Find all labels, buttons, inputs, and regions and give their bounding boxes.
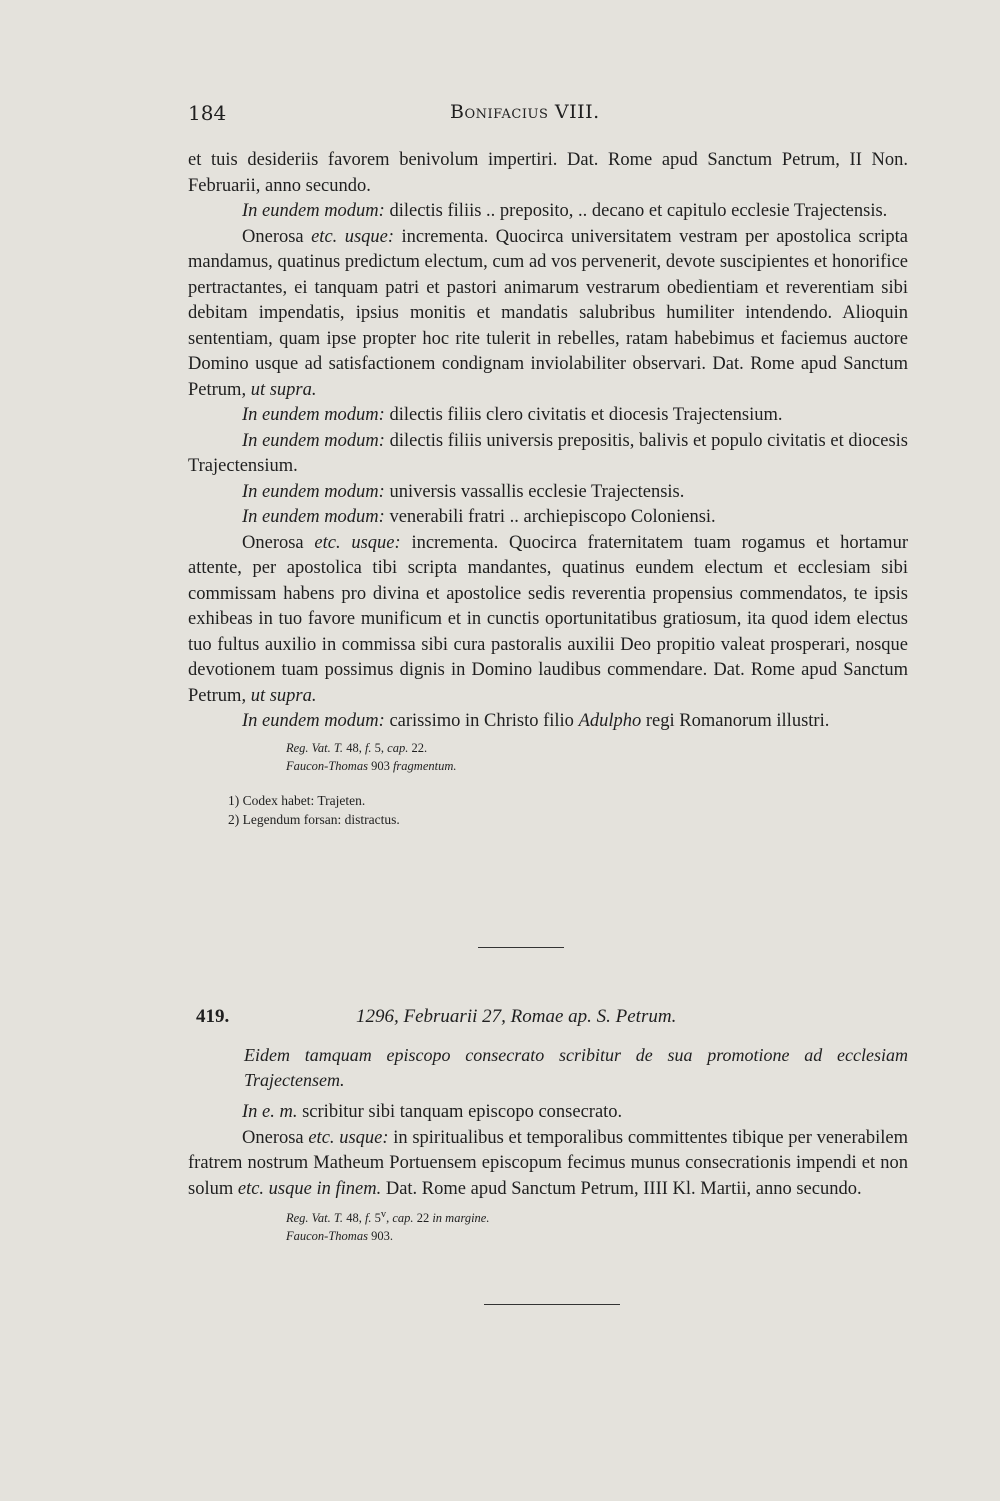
footnote: 1) Codex habet: Trajeten. xyxy=(228,792,366,808)
paragraph: Onerosa etc. usque: incrementa. Quocirca universitatem vestram per apostolica scripta mandamus, quatinus predictum electum, cum ad vos pervenerit, devote suscipientes et honorifice pertractantes, ei tanquam patri et pastori animarum vestrarum obedientiam et reverentiam sibi debitam impendatis, ipsius monitis et mandatis salubribus humiliter intendendo. Alioquin sententiam, quam ipse propter hoc rite tulerit in rebelles, ratam habebimus et faciemus auctore Domino usque ad satisfactionem condignam inviolabiliter observari. Dat. Rome apud Sanctum Petrum, ut supra. xyxy=(188,226,908,400)
footnote: 2) Legendum forsan: distractus. xyxy=(228,811,400,827)
upper-text xyxy=(188,148,908,829)
paragraph: In e. m. scribitur sibi tanquam episcopo consecrato. xyxy=(242,1102,623,1122)
divider xyxy=(478,947,564,948)
page-number: 184 xyxy=(188,101,227,125)
running-title: Bonifacius VIII. xyxy=(450,101,600,123)
paragraph: In eundem modum: universis vassallis ecclesie Trajectensis. xyxy=(242,481,685,502)
document-summary: Eidem tamquam episcopo consecrato scribitur de sua promotione ad ecclesiam Trajectensem. xyxy=(244,1045,908,1090)
paragraph: In eundem modum: carissimo in Christo filio Adulpho regi Romanorum illustri. xyxy=(242,711,830,731)
paragraph: In eundem modum: dilectis filiis .. preposito, .. decano et capitulo ecclesie Trajectensis. xyxy=(242,201,888,221)
source-citation: Reg. Vat. T. 48, f. 5, cap. 22. Faucon-Thomas 903 fragmentum. xyxy=(286,740,457,773)
lower-text xyxy=(188,1100,908,1245)
running-header xyxy=(188,101,908,131)
footnotes xyxy=(228,791,908,829)
document-number: 419. xyxy=(196,1006,230,1027)
source-citation: Reg. Vat. T. 48, f. 5$^v$, cap. 22 in margine. Faucon-Thomas 903. xyxy=(286,1209,490,1244)
paragraph: In eundem modum: venerabili fratri .. archiepiscopo Coloniensi. xyxy=(242,507,716,527)
paragraph: In eundem modum: dilectis filiis clero civitatis et diocesis Trajectensium. xyxy=(242,405,783,425)
paragraph: Onerosa etc. usque: incrementa. Quocirca fraternitatem tuam rogamus et hortamur attente, per apostolica tibi scripta mandantes, quatinus eundem electum et ecclesiam sibi commissam habens pro divina et apostolice sedis reverentia propensius commendatos, te ipsis exhibeas in tuo favore munificum et in cunctis oportunitatibus gratiosum, ita quod idem electus tuo fultus auxilio in commissa sibi cura pastoralis auxilii Deo propitio valeat prosperari, nosque devotionem tuam possimus dignis in Domino laudibus commendare. Dat. Rome apud Sanctum Petrum, ut supra. xyxy=(188,532,908,706)
divider xyxy=(484,1304,620,1305)
paragraph: In eundem modum: dilectis filiis universis prepositis, balivis et populo civitatis et diocesis Trajectensium. xyxy=(188,430,909,476)
paragraph: et tuis desideriis favorem benivolum impertiri. Dat. Rome apud Sanctum Petrum, II Non. Februarii, anno secundo. xyxy=(188,150,908,196)
paragraph: Onerosa etc. usque: in spiritualibus et temporalibus committentes tibique per venerabilem fratrem nostrum Matheum Portuensem episcopum fecimus munus consecrationis impendi et non solum etc. usque in finem. Dat. Rome apud Sanctum Petrum, IIII Kl. Martii, anno secundo. xyxy=(188,1127,909,1199)
document-date: 1296, Februarii 27, Romae ap. S. Petrum. xyxy=(356,1006,677,1027)
